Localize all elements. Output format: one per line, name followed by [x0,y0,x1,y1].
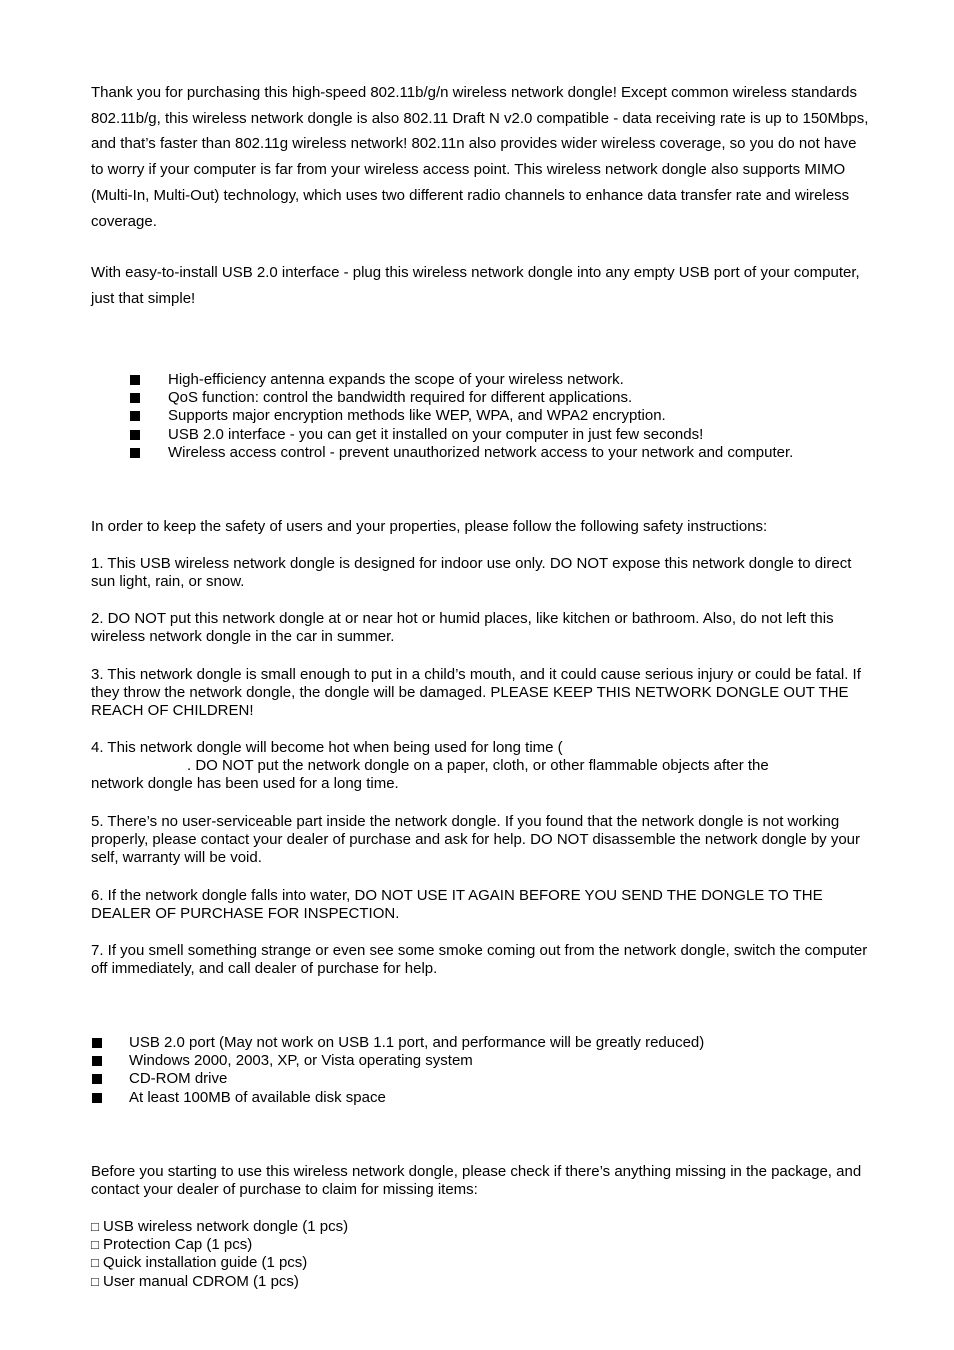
safety-item-1: 1. This USB wireless network dongle is designed for indoor use only. DO NOT expose this network dongle to direct sun light, rain, or snow. [91,555,852,591]
bullet-square-icon [92,1074,102,1084]
intro-section [91,80,871,234]
safety-item-4 [91,739,871,794]
safety-item-2: 2. DO NOT put this network dongle at or near hot or humid places, like kitchen or bathroom. Also, do not left this wireless network dongle in the car in summer. [91,610,834,646]
list-item: Wireless access control - prevent unauthorized network access to your network and computer. [130,444,793,462]
list-item: Supports major encryption methods like WEP, WPA, and WPA2 encryption. [130,407,793,425]
requirements-list [91,1034,704,1107]
bullet-square-icon [130,448,140,458]
bullet-square-icon [130,375,140,385]
safety-intro: In order to keep the safety of users and your properties, please follow the following safety instructions: [91,518,768,535]
intro-section-2 [91,260,871,311]
safety-item-7: 7. If you smell something strange or even see some smoke coming out from the network dongle, switch the computer off immediately, and call dealer of purchase for help. [91,942,868,978]
safety-item-3: 3. This network dongle is small enough to put in a child’s mouth, and it could cause serious injury or could be fatal. If they throw the network dongle, the dongle will be damaged. PLEASE KEEP THIS NETWORK DONGLE OUT THE REACH OF CHILDREN! [91,666,861,720]
list-item: High-efficiency antenna expands the scope of your wireless network. [130,371,793,389]
checkbox-icon: □ [91,1255,99,1271]
checkbox-icon: □ [91,1273,99,1289]
list-item: QoS function: control the bandwidth required for different applications. [130,389,793,407]
safety-item-4-line-2: . DO NOT put the network dongle on a paper, cloth, or other flammable objects after the [187,757,769,775]
checkbox-icon: □ [91,1219,99,1234]
list-item: At least 100MB of available disk space [91,1089,704,1107]
bullet-square-icon [130,393,140,403]
list-item: □ Protection Cap (1 pcs) [91,1236,253,1254]
list-item: □ User manual CDROM (1 pcs) [91,1272,299,1290]
list-item: □ Quick installation guide (1 pcs) [91,1254,308,1272]
list-item: Windows 2000, 2003, XP, or Vista operating system [91,1052,704,1070]
bullet-square-icon [92,1038,102,1048]
safety-item-4-line-1: 4. This network dongle will become hot when being used for long time ( [91,739,563,756]
intro-paragraph-2: With easy-to-install USB 2.0 interface - plug this wireless network dongle into any empty USB port of your computer, just that simple! [91,264,860,307]
safety-item-4-line-3: network dongle has been used for a long time. [91,775,399,793]
bullet-square-icon [92,1093,102,1103]
safety-item-6: 6. If the network dongle falls into water, DO NOT USE IT AGAIN BEFORE YOU SEND THE DONGLE TO THE DEALER OF PURCHASE FOR INSPECTION. [91,887,823,923]
list-item: □ USB wireless network dongle (1 pcs) [91,1218,349,1235]
list-item: CD-ROM drive [91,1070,704,1088]
package-intro: Before you starting to use this wireless network dongle, please check if there’s anything missing in the package, and contact your dealer of purchase to claim for missing items: [91,1163,862,1199]
intro-paragraph-1: Thank you for purchasing this high-speed 802.11b/g/n wireless network dongle! Except common wireless standards 802.11b/g, this wireless network dongle is also 802.11 Draft N v2.0 compatible - data receiving rate is up to 150Mbps, and that’s faster than 802.11g wireless network! 802.11n also provides wider wireless coverage, so you do not have to worry if your computer is far from your wireless access point. This wireless network dongle also supports MIMO (Multi-In, Multi-Out) technology, which uses two different radio channels to enhance data transfer rate and wireless coverage. [91,84,869,230]
bullet-square-icon [130,430,140,440]
safety-item-5: 5. There’s no user-serviceable part inside the network dongle. If you found that the network dongle is not working properly, please contact your dealer of purchase and ask for help. DO NOT disassemble the network dongle by your self, warranty will be void. [91,813,861,867]
checkbox-icon: □ [91,1237,99,1253]
bullet-square-icon [92,1056,102,1066]
list-item: USB 2.0 interface - you can get it installed on your computer in just few seconds! [130,426,793,444]
bullet-square-icon [130,411,140,421]
package-contents-list [91,1218,348,1291]
list-item: USB 2.0 port (May not work on USB 1.1 port, and performance will be greatly reduced) [91,1034,704,1052]
features-list [130,371,793,462]
